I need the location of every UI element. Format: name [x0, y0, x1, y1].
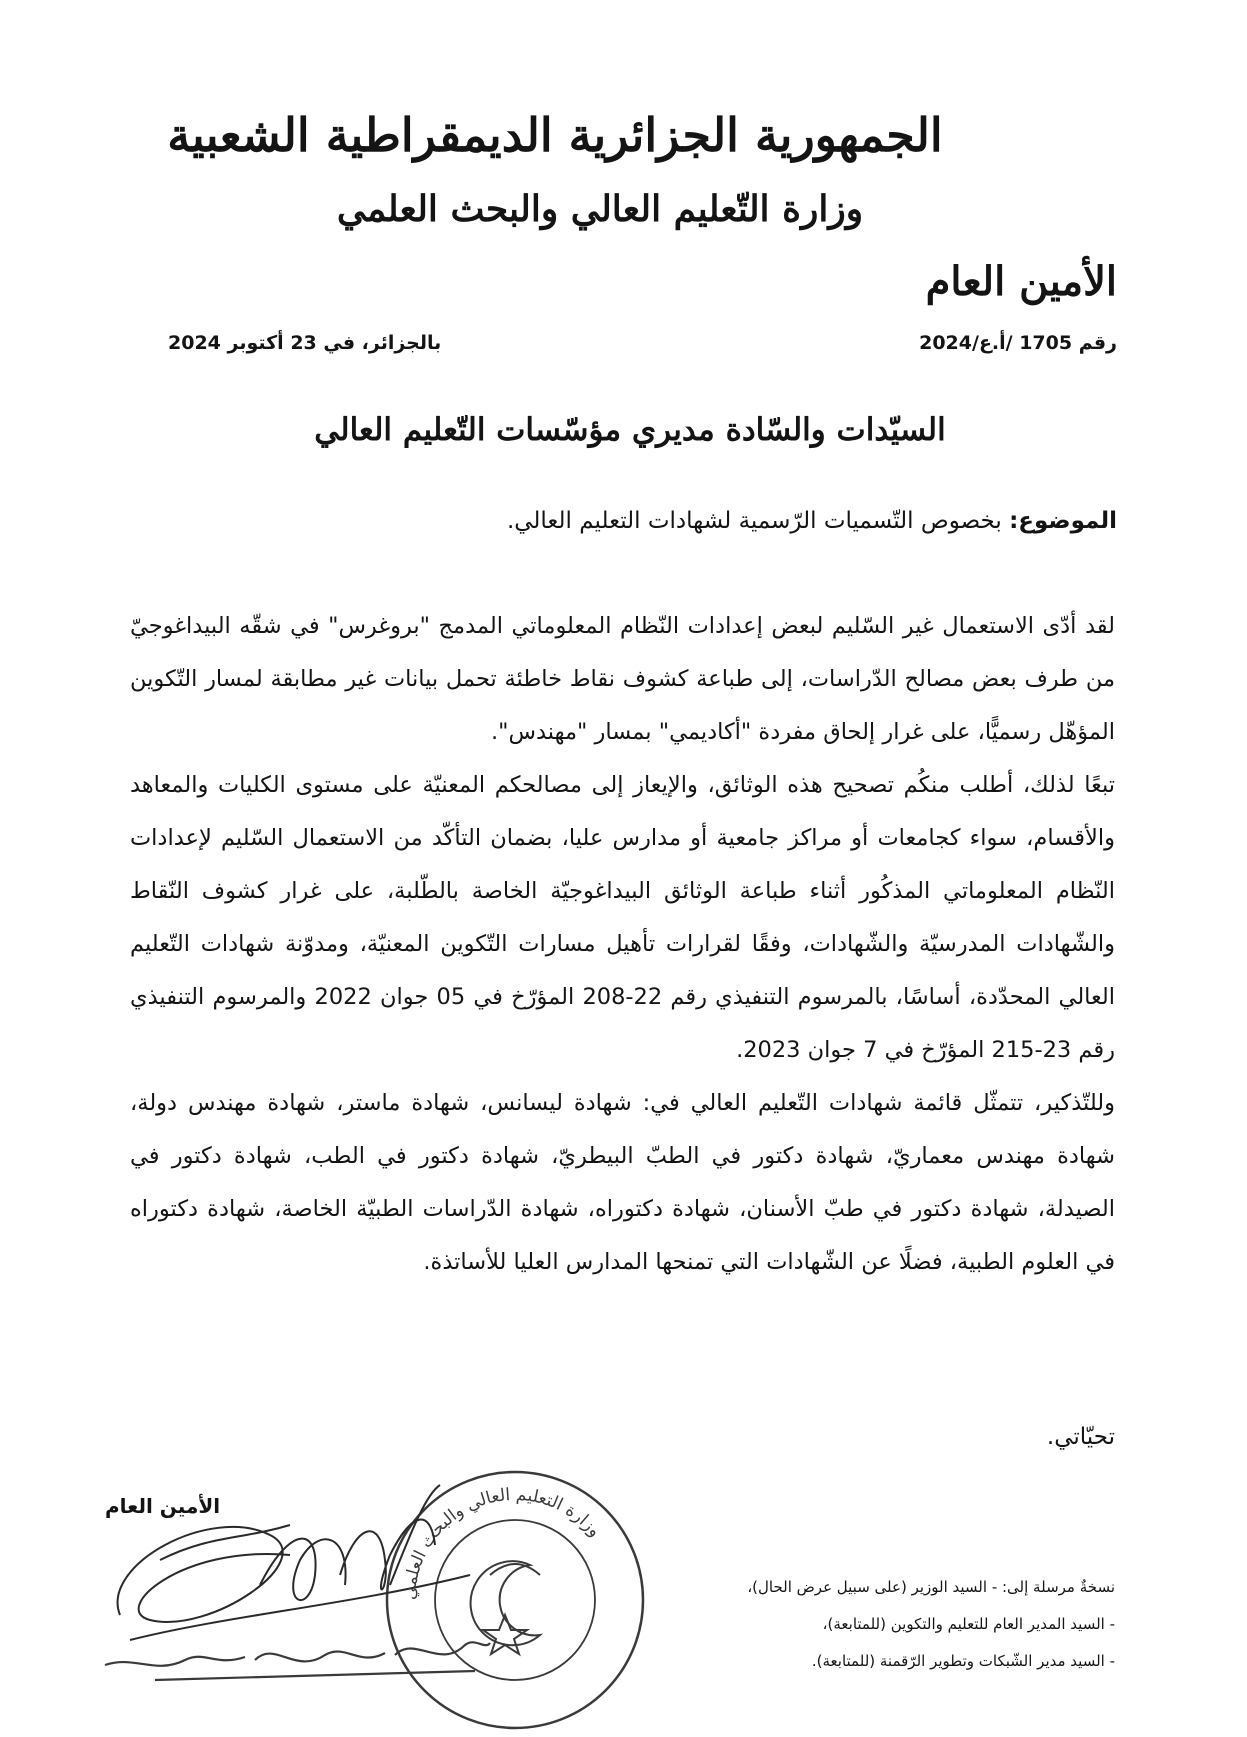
stamp-ring-text: وزارة التعليم العالي والبحث العلمي — [399, 1484, 605, 1601]
copy-recipient: - السيد مدير الشّبكات وتطوير الرّقمنة (للمتابعة). — [811, 1652, 1115, 1670]
handwritten-name — [95, 1605, 495, 1695]
copy-recipient: نسخةٌ مرسلة إلى: - السيد الوزير (على سبيل عرض الحال)، — [747, 1578, 1115, 1596]
letter-body — [130, 600, 1115, 1289]
republic-header: الجمهورية الجزائرية الديمقراطية الشعبية — [167, 108, 943, 162]
signature-title: الأمين العام — [105, 1494, 221, 1518]
body-paragraph-2: تبعًا لذلك، أطلب منكُم تصحيح هذه الوثائق، والإيعاز إلى مصالحكم المعنيّة على مستوى الكليات والمعاهد والأقسام، سواء كجامعات أو مراكز جامعية أو مدارس عليا، بضمان التأكّد من الاستعمال السّليم لإعدادات النّظام المعلوماتي المذكُور أثناء طباعة الوثائق البيداغوجيّة الخاصة بالطّلبة، على غرار كشوف النّقاط والشّهادات المدرسيّة والشّهادات، وفقًا لقرارات تأهيل مسارات التّكوين المعنيّة، ومدوّنة شهادات التّعليم العالي المحدّدة، أساسًا، بالمرسوم التنفيذي رقم 22-208 المؤرّخ في 05 جوان 2022 والمرسوم التنفيذي رقم 23-215 المؤرّخ في 7 جوان 2023. — [130, 772, 1115, 1063]
ministry-header: وزارة التّعليم العالي والبحث العلمي — [336, 188, 864, 230]
subject-text: بخصوص التّسميات الرّسمية لشهادات التعليم العالي. — [506, 508, 1010, 534]
recipient-line: السيّدات والسّادة مديري مؤسّسات التّعليم العالي — [314, 412, 946, 448]
reference-number: رقم 1705 /أ.ع/2024 — [919, 332, 1117, 354]
copy-recipient: - السيد المدير العام للتعليم والتكوين (للمتابعة)، — [822, 1615, 1115, 1633]
subject-label: الموضوع: — [1009, 508, 1117, 534]
greeting: تحيّاتي. — [1046, 1424, 1115, 1450]
body-paragraph-3: وللتّذكير، تتمثّل قائمة شهادات التّعليم العالي في: شهادة ليسانس، شهادة ماستر، شهادة مهندس دولة، شهادة مهندس معماريّ، شهادة دكتور في الطبّ البيطريّ، شهادة دكتور في الطب، شهادة دكتور في الصيدلة، شهادة دكتور في طبّ الأسنان، شهادة دكتوراه، شهادة الدّراسات الطبيّة الخاصة، شهادة دكتوراه في العلوم الطبية، فضلًا عن الشّهادات التي تمنحها المدارس العليا للأساتذة. — [130, 1090, 1115, 1275]
body-paragraph-1: لقد أدّى الاستعمال غير السّليم لبعض إعدادات النّظام المعلوماتي المدمج "بروغرس" في شقّه البيداغوجيّ من طرف بعض مصالح الدّراسات، إلى طباعة كشوف نقاط خاطئة تحمل بيانات غير مطابقة لمسار التّكوين المؤهّل رسميًّا، على غرار إلحاق مفردة "أكاديمي" بمسار "مهندس". — [130, 613, 1115, 745]
copies-list — [747, 1569, 1115, 1680]
place-date: بالجزائر، في 23 أكتوبر 2024 — [168, 332, 442, 354]
office-title: الأمين العام — [925, 258, 1117, 305]
subject-line — [507, 508, 1117, 534]
